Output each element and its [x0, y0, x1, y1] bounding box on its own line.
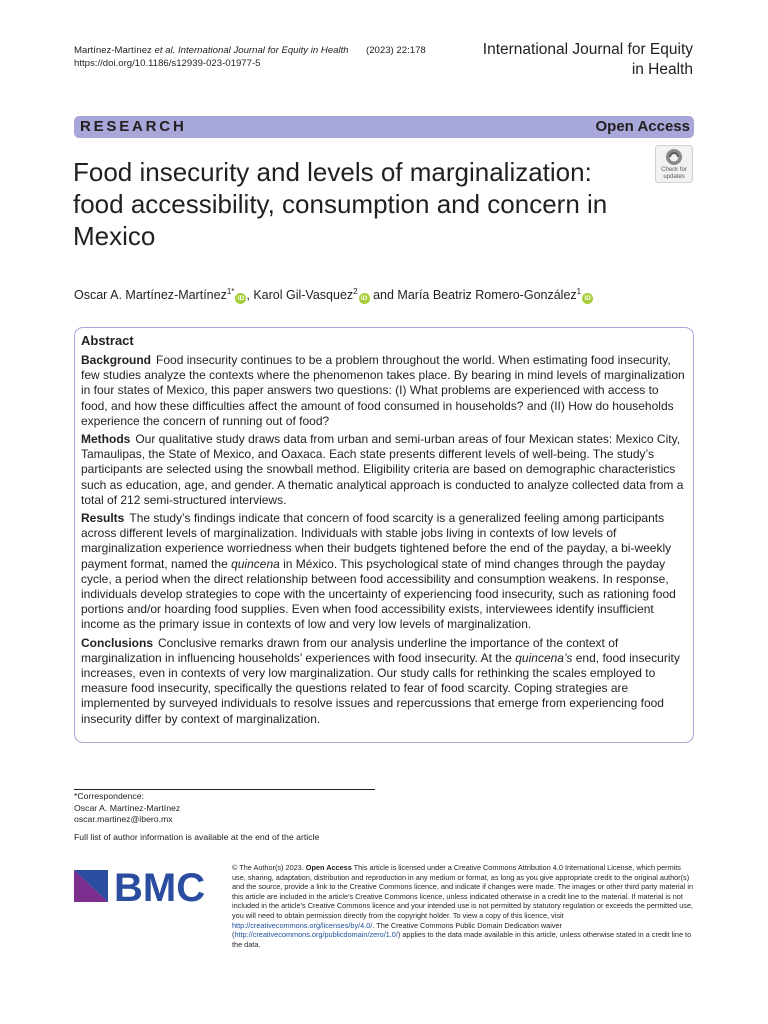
abstract-methods [81, 432, 686, 508]
author-affiliation: 1* [226, 287, 235, 296]
open-access-label: Open Access [595, 118, 690, 135]
author-affiliation: 2 [353, 287, 358, 296]
background-label: Background [81, 353, 152, 367]
abstract-background [81, 353, 686, 429]
journal-name [483, 40, 693, 80]
abstract [81, 333, 686, 730]
license-text: © The Author(s) 2023. [232, 863, 306, 872]
correspondence [74, 791, 180, 826]
conclusions-label: Conclusions [81, 635, 154, 650]
check-for-updates-line2: updates [663, 174, 685, 180]
conclusions-text: Conclusive remarks drawn from our analysis underline the importance of the context of marginalization in influencing households’ experiences with food insecurity. At the [81, 635, 619, 665]
license-text: This article is licensed under a Creative Commons Attribution 4.0 International License, which permits use, sharing, adaptation, distribution and reproduction in any medium or format, as long as you give appropriate credit to the original author(s) and the source, provide a link to the Creative Commons licence, and indicate if changes were made. The images or other third party material in this article are included in the article’s Creative Commons licence, unless indicated otherwise in a credit line to the material. If material is not included in the article’s Creative Commons licence and your intended use is not permitted by statutory regulation or exceeds the permitted use, you will need to obtain permission directly from the copyright holder. To view a copy of this licence, visit [232, 863, 694, 920]
license-open-access: Open Access [305, 863, 352, 872]
author-affiliation: 1 [576, 287, 582, 296]
doi-link[interactable]: https://doi.org/10.1186/s12939-023-01977-5 [74, 58, 261, 69]
conclusions-italic: quincena’s [515, 650, 573, 665]
check-for-updates-text [655, 167, 693, 181]
license-text: . The Creative Commons Public Domain Dedication waiver ( [232, 920, 562, 940]
author-separator: , [246, 288, 254, 302]
orcid-icon[interactable]: iD [582, 293, 593, 304]
conclusions-text-cont: end, food insecurity increases, even in contexts of very low marginalization. Our study calls for rethinking the scales employed to measure food insecurity, specifically the questions related to fear of food scarcity. Coping strategies are implemented by surveyed individuals to resolve issues and repercussions that emerge from experiencing food insecurity differ by context of marginalization. [81, 650, 680, 726]
results-label: Results [81, 511, 125, 526]
citation-journal: et al. International Journal for Equity in Health [154, 45, 349, 56]
author-name[interactable]: María Beatriz Romero-González [397, 288, 577, 302]
abstract-results [81, 511, 686, 633]
bmc-logo [74, 868, 216, 904]
bmc-logo-text: BMC [114, 868, 206, 904]
orcid-icon[interactable]: iD [235, 293, 246, 304]
results-italic: quincena [231, 556, 280, 571]
orcid-icon[interactable]: iD [359, 293, 370, 304]
results-text: The study’s findings indicate that concern of food scarcity is a generalized feeling among participants across different levels of marginalization. Individuals with stable jobs living in contexts of low levels of marginalization experience worriedness when their budgets tightened before the end of the payday, a bi-weekly payment format, named the [81, 511, 672, 571]
results-text-cont: in México. This psychological state of mind changes through the payday cycle, a period when the direct relationship between food accessibility and consumption weakens. In response, individuals develop strategies to cope with the uncertainty of experiencing food insecurity, such as rationing food portions and/or hoarding food supplies. Even when food accessibility exists, interviewees identify insufficient income as the primary issue in contexts of low and very low levels of marginalization. [81, 556, 676, 632]
article-title: Food insecurity and levels of marginalization: food accessibility, consumption and concern in Mexico [73, 157, 608, 251]
background-text: Food insecurity continues to be a problem throughout the world. When estimating food insecurity, few studies analyze the contexts where the phenomenon takes place. By bearing in mind levels of marginalization in four states of Mexico, this paper answers two questions: (I) What problems are experienced with access to food, and how these difficulties affect the amount of food consumed in households? and (II) How do households experience the concern of running out of food? [81, 353, 685, 428]
running-header-citation [74, 44, 349, 70]
author-name[interactable]: Oscar A. Martínez-Martínez [74, 288, 227, 302]
check-for-updates-line1: Check for [661, 167, 687, 173]
citation-year-volume: (2023) 22:178 [366, 45, 426, 56]
author-separator: and [369, 288, 398, 302]
author-list [74, 284, 593, 304]
footnote-divider [74, 789, 375, 790]
abstract-conclusions [81, 636, 686, 727]
methods-text: Our qualitative study draws data from urban and semi-urban areas of four Mexican states: Mexico City, Tamaulipas, the State of Mexico, and Oaxaca. Each state presents different levels of well-being. The study’s participants are selected using the snowball method. Eligibility criteria are based on demographic characteristics such as education, age, and gender. A thematic analytical approach is conducted to analyze collected data from a total of 212 semi-structured interviews. [81, 432, 684, 507]
journal-name-line2: in Health [631, 61, 693, 78]
journal-name-line1: International Journal for Equity [482, 41, 693, 58]
abstract-heading: Abstract [81, 333, 134, 348]
cc-by-link[interactable]: http://creativecommons.org/licenses/by/4.0/ [232, 920, 373, 930]
author-info-note: Full list of author information is available at the end of the article [74, 832, 320, 842]
license-statement [232, 863, 694, 949]
author-name[interactable]: Karol Gil-Vasquez [253, 288, 354, 302]
section-label: RESEARCH [80, 118, 187, 135]
correspondence-email[interactable]: oscar.martinez@ibero.mx [74, 814, 173, 824]
methods-label: Methods [81, 432, 131, 447]
license-text: ) applies to the data made available in this article, unless otherwise stated in a credit line to the data. [232, 930, 692, 949]
cc-zero-link[interactable]: http://creativecommons.org/publicdomain/zero/1.0/ [234, 930, 398, 940]
correspondence-label: *Correspondence: [74, 791, 145, 801]
correspondence-name: Oscar A. Martínez-Martínez [74, 802, 181, 813]
citation-authors: Martínez-Martínez [74, 45, 152, 56]
